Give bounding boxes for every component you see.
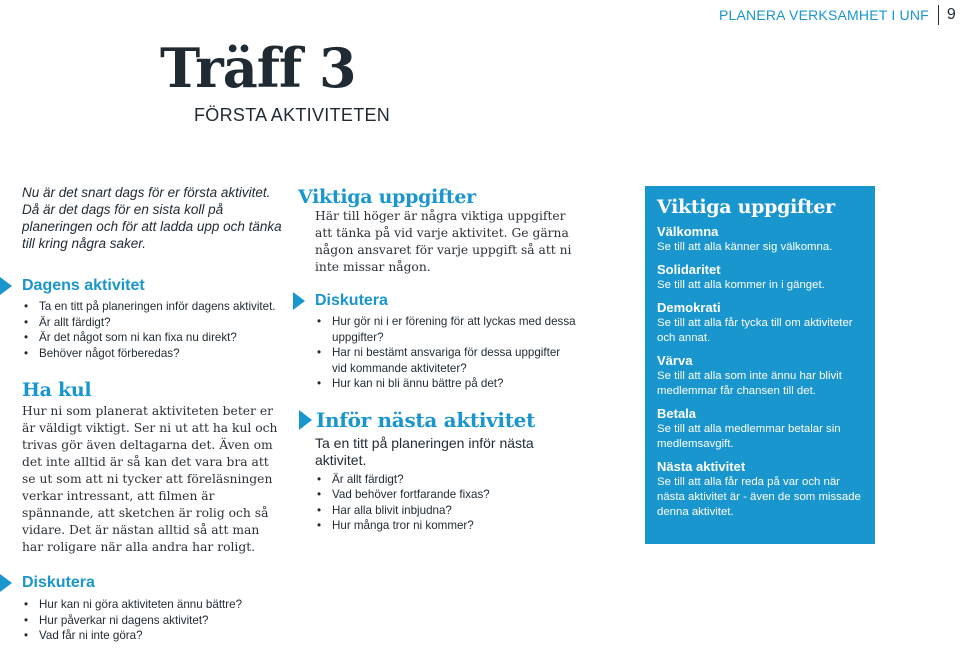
list-item: • Hur många tror ni kommer? bbox=[315, 518, 578, 534]
infor-list bbox=[315, 472, 578, 534]
page-subtitle: FÖRSTA AKTIVITETEN bbox=[194, 105, 391, 125]
box-item-text: Se till att alla som inte ännu har blivit medlemmar får chansen till det. bbox=[657, 370, 842, 397]
middle-column bbox=[298, 186, 578, 534]
viktiga-section bbox=[298, 186, 578, 276]
box-item-text: Se till att alla får tycka till om aktiviteter och annat. bbox=[657, 317, 853, 344]
dagens-aktivitet-heading bbox=[22, 277, 284, 295]
diskutera-middle-section bbox=[298, 292, 578, 392]
box-item-title: Solidaritet bbox=[657, 262, 721, 277]
infor-title: Inför nästa aktivitet bbox=[316, 407, 536, 432]
diskutera-left-list bbox=[22, 597, 284, 644]
box-item-title: Nästa aktivitet bbox=[657, 459, 746, 474]
box-heading: Viktiga uppgifter bbox=[657, 196, 835, 218]
box-item-varva bbox=[657, 352, 863, 399]
box-item-text: Se till att alla känner sig välkomna. bbox=[657, 241, 833, 253]
box-item-title: Välkomna bbox=[657, 224, 719, 239]
list-item: • Är allt färdigt? bbox=[315, 472, 578, 488]
list-item: • Är allt färdigt? bbox=[22, 315, 284, 331]
ha-kul-text: Hur ni som planerat aktiviteten beter er är väldigt viktigt. Ser ni ut att ha kul och trivas gör även deltagarna det. Även om det inte alltid är så kan det vara bra att se ut som att ni tycker att föreläsningen verkar intressant, att filmen är spännande, att sketchen är rolig och så vidare. Det är nästan alltid så att man har roligare när alla andra har roligt. bbox=[22, 404, 278, 554]
list-item: • Har alla blivit inbjudna? bbox=[315, 503, 578, 519]
dagens-aktivitet-title: Dagens aktivitet bbox=[22, 277, 145, 294]
box-item-title: Demokrati bbox=[657, 300, 721, 315]
left-column bbox=[22, 184, 284, 644]
list-item: • Behöver något förberedas? bbox=[22, 346, 284, 362]
diskutera-middle-heading bbox=[315, 292, 578, 310]
list-item: • Har ni bestämt ansvariga för dessa uppgifter vid kommande aktiviteter? bbox=[315, 345, 578, 376]
diskutera-left-section bbox=[22, 574, 284, 644]
ha-kul-heading: Ha kul bbox=[22, 379, 92, 401]
list-item: • Ta en titt på planeringen inför dagens aktivitet. bbox=[22, 299, 284, 315]
list-item: • Hur gör ni i er förening för att lyckas med dessa uppgifter? bbox=[315, 314, 578, 345]
viktiga-heading: Viktiga uppgifter bbox=[298, 186, 476, 208]
list-item: • Hur kan ni bli ännu bättre på det? bbox=[315, 376, 578, 392]
page-number: 9 bbox=[946, 6, 956, 23]
list-item: • Vad behöver fortfarande fixas? bbox=[315, 487, 578, 503]
diskutera-middle-title: Diskutera bbox=[315, 292, 388, 309]
header-divider bbox=[938, 5, 939, 25]
ha-kul-section bbox=[22, 379, 284, 556]
list-item: • Är det något som ni kan fixa nu direkt? bbox=[22, 330, 284, 346]
list-item: • Hur påverkar ni dagens aktivitet? bbox=[22, 613, 284, 629]
page-title: Träff 3 bbox=[160, 36, 356, 100]
viktiga-uppgifter-box bbox=[645, 186, 875, 544]
arrow-right-icon bbox=[0, 277, 12, 295]
arrow-right-icon bbox=[0, 574, 12, 592]
box-item-title: Betala bbox=[657, 406, 697, 421]
infor-section bbox=[298, 408, 578, 534]
dagens-aktivitet-section bbox=[22, 277, 284, 361]
arrow-right-icon bbox=[293, 292, 305, 310]
box-item-text: Se till att alla medlemmar betalar sin medlemsavgift. bbox=[657, 423, 841, 450]
section-label: PLANERA VERKSAMHET I UNF bbox=[718, 7, 929, 23]
box-item-text: Se till att alla kommer in i gänget. bbox=[657, 279, 825, 291]
infor-heading bbox=[315, 408, 578, 432]
arrow-right-icon bbox=[299, 410, 312, 430]
box-item-text: Se till att alla får reda på var och när nästa aktivitet är - även de som missade denna aktivitet. bbox=[657, 476, 861, 518]
infor-text: Ta en titt på planeringen inför nästa aktivitet. bbox=[315, 434, 534, 468]
dagens-aktivitet-list bbox=[22, 299, 284, 361]
intro-text: Nu är det snart dags för er första aktivitet. Då är det dags för en sista koll på planeringen och för att ladda upp och tänka till kring några saker. bbox=[22, 185, 282, 251]
box-item-valkomna bbox=[657, 223, 863, 255]
box-item-solidaritet bbox=[657, 261, 863, 293]
box-item-demokrati bbox=[657, 299, 863, 346]
viktiga-text: Här till höger är några viktiga uppgifter att tänka på vid varje aktivitet. Ge gärna någon ansvaret för varje uppgift så att ni inte missar någon. bbox=[315, 209, 572, 274]
diskutera-left-heading bbox=[22, 574, 284, 592]
list-item: • Hur kan ni göra aktiviteten ännu bättre? bbox=[22, 597, 284, 613]
diskutera-left-title: Diskutera bbox=[22, 574, 95, 591]
box-item-betala bbox=[657, 405, 863, 452]
box-item-title: Värva bbox=[657, 353, 693, 368]
diskutera-middle-list bbox=[315, 314, 578, 392]
page-header bbox=[719, 4, 956, 26]
box-item-nasta-aktivitet bbox=[657, 458, 863, 520]
list-item: • Vad får ni inte göra? bbox=[22, 628, 284, 644]
